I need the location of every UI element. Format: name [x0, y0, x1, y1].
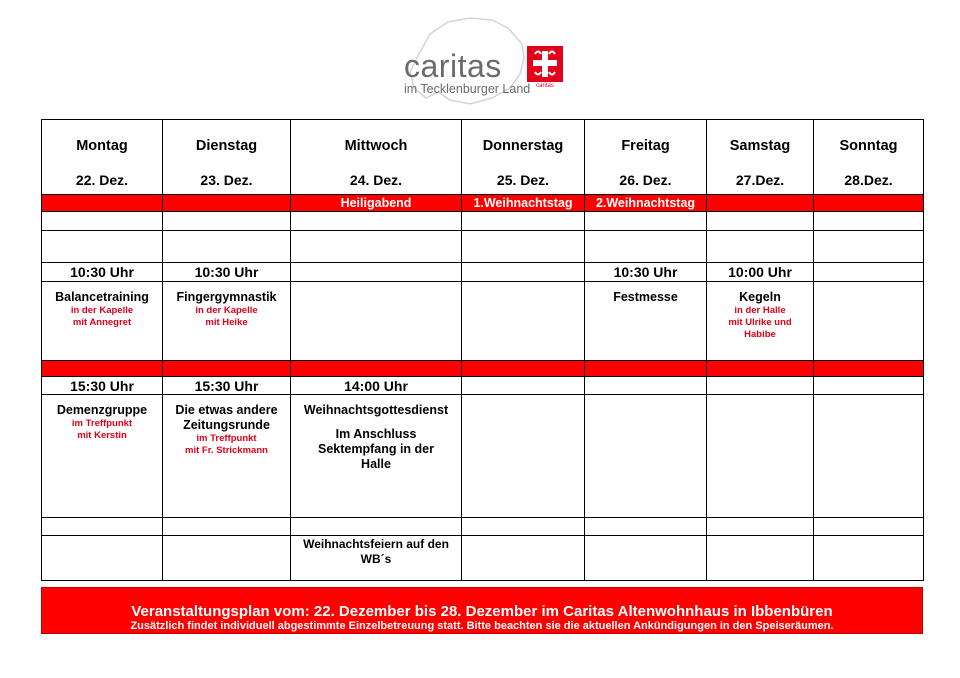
activity-cell	[462, 395, 585, 518]
day-date: 28.Dez.	[844, 172, 893, 188]
holiday-cell	[707, 195, 814, 212]
footer-title: Veranstaltungsplan vom: 22. Dezember bis 28. Dezember im Caritas Altenwohnhaus in Ibbenbüren	[131, 603, 833, 620]
day-name: Donnerstag	[482, 138, 564, 154]
holiday-cell: 1.Weihnachtstag	[462, 195, 585, 212]
activity-note: mit Fr. Strickmann	[185, 445, 268, 456]
activity-note: mit Ulrike und	[728, 317, 792, 328]
separator-row	[42, 361, 924, 377]
activity-note: im Treffpunkt	[196, 433, 257, 444]
day-header	[291, 120, 462, 195]
activity-note: mit Kerstin	[77, 430, 127, 441]
activity-cell	[585, 282, 707, 361]
day-header-row	[42, 120, 924, 195]
day-name: Freitag	[621, 138, 670, 154]
event-time: 15:30 Uhr	[163, 377, 291, 395]
event-time	[462, 263, 585, 282]
event-time: 10:30 Uhr	[163, 263, 291, 282]
logo-mark-text: caritas	[536, 83, 554, 89]
activity-note: mit Annegret	[72, 317, 132, 328]
day-date: 22. Dez.	[75, 172, 129, 188]
activity-note: mit Heike	[205, 317, 248, 328]
activity-cell	[707, 282, 814, 361]
morning-time-row	[42, 263, 924, 282]
day-header	[42, 120, 163, 195]
activity-note: in der Kapelle	[70, 305, 134, 316]
day-date: 27.Dez.	[735, 172, 785, 188]
empty-row	[42, 212, 924, 231]
day-name: Sonntag	[839, 138, 898, 154]
morning-activity-row	[42, 282, 924, 361]
day-header	[814, 120, 924, 195]
activity-note: Habibe	[744, 329, 776, 340]
event-time	[585, 377, 707, 395]
day-date: 23. Dez.	[200, 172, 253, 188]
activity-title: Fingergymnastik	[176, 290, 277, 304]
activity-extra: Im Anschluss Sektempfang in der Halle	[318, 427, 434, 471]
logo-subtitle: im Tecklenburger Land	[404, 82, 531, 96]
day-name: Mittwoch	[344, 138, 408, 154]
activity-title: Kegeln	[739, 290, 781, 304]
caritas-logo	[400, 14, 580, 110]
activity-title: Die etwas andere Zeitungsrunde	[175, 403, 278, 432]
activity-cell	[163, 395, 291, 518]
activity-cell	[814, 395, 924, 518]
holiday-cell: Heiligabend	[291, 195, 462, 212]
day-name: Dienstag	[195, 138, 258, 154]
event-time: 15:30 Uhr	[42, 377, 163, 395]
logo-wordmark: caritas	[404, 48, 502, 84]
day-date: 24. Dez.	[349, 172, 403, 188]
activity-cell	[291, 395, 462, 518]
activity-title: Weihnachtsgottesdienst	[303, 403, 449, 417]
empty-row	[42, 231, 924, 263]
event-time	[814, 377, 924, 395]
day-header	[462, 120, 585, 195]
afternoon-time-row	[42, 377, 924, 395]
holiday-cell: 2.Weihnachtstag	[585, 195, 707, 212]
event-time: 10:30 Uhr	[585, 263, 707, 282]
evening-title: Weihnachtsfeiern auf den WB´s	[303, 537, 449, 566]
activity-cell	[42, 282, 163, 361]
event-time	[814, 263, 924, 282]
day-header	[585, 120, 707, 195]
empty-row	[42, 518, 924, 536]
footer-banner	[41, 587, 923, 634]
event-time	[462, 377, 585, 395]
activity-cell	[291, 282, 462, 361]
event-time: 10:30 Uhr	[42, 263, 163, 282]
day-header	[707, 120, 814, 195]
event-time: 14:00 Uhr	[291, 377, 462, 395]
event-time	[291, 263, 462, 282]
activity-cell	[585, 395, 707, 518]
day-header	[163, 120, 291, 195]
holiday-cell	[814, 195, 924, 212]
activity-cell	[42, 395, 163, 518]
evening-cell	[291, 536, 462, 581]
activity-title: Festmesse	[613, 290, 678, 304]
footer-note: Zusätzlich findet individuell abgestimmte Einzelbetreuung statt. Bitte beachten sie die aktuellen Ankündigungen in den Speiseräumen.	[130, 620, 834, 632]
event-time: 10:00 Uhr	[707, 263, 814, 282]
activity-note: in der Halle	[734, 305, 786, 316]
holiday-cell	[163, 195, 291, 212]
day-name: Montag	[76, 138, 128, 154]
activity-cell	[163, 282, 291, 361]
holiday-row	[42, 195, 924, 212]
day-name: Samstag	[729, 138, 791, 154]
day-date: 25. Dez.	[496, 172, 550, 188]
activity-cell	[814, 282, 924, 361]
weekly-schedule-table	[41, 119, 924, 581]
holiday-cell	[42, 195, 163, 212]
activity-title: Demenzgruppe	[56, 403, 148, 417]
activity-title: Balancetraining	[55, 290, 149, 304]
activity-note: in der Kapelle	[195, 305, 258, 316]
caritas-flame-cross-icon	[527, 46, 563, 82]
activity-note: im Treffpunkt	[71, 418, 133, 429]
evening-row	[42, 536, 924, 581]
day-date: 26. Dez.	[619, 172, 672, 188]
activity-cell	[707, 395, 814, 518]
activity-cell	[462, 282, 585, 361]
afternoon-activity-row	[42, 395, 924, 518]
event-time	[707, 377, 814, 395]
